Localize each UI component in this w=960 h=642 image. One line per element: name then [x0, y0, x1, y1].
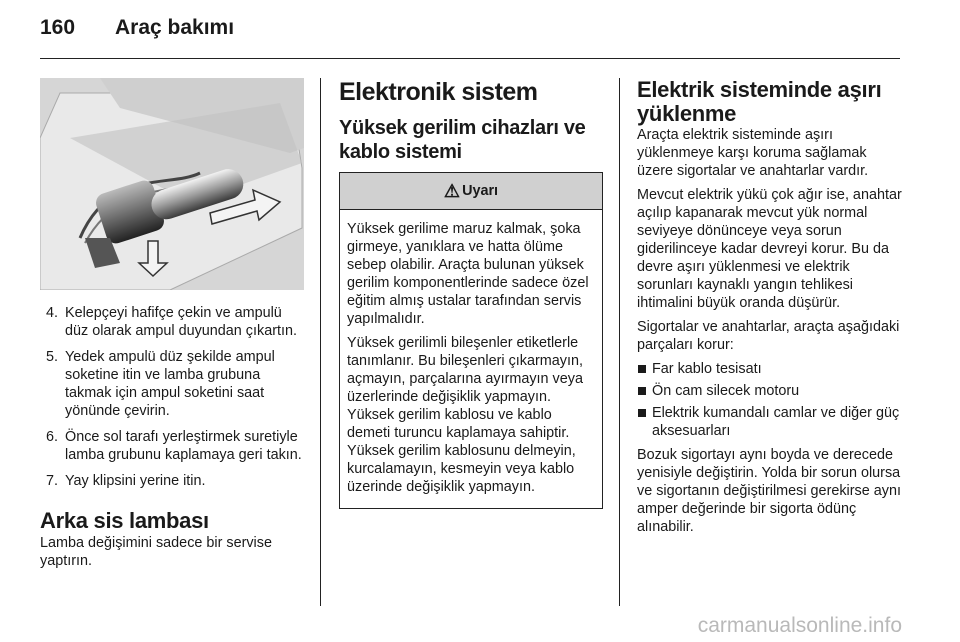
warning-triangle-icon: ⚠	[443, 180, 461, 201]
bulb-replacement-illustration	[40, 78, 304, 290]
paragraph: Araçta elektrik sisteminde aşırı yüklenmeye karşı koruma sağlamak üzere sigortalar ve anahtarlar vardır.	[637, 127, 869, 179]
watermark: carmanualsonline.info	[697, 614, 902, 637]
list-item: Elektrik kumandalı camlar ve diğer güç aksesuarları	[637, 404, 902, 440]
paragraph: Bozuk sigortayı aynı boyda ve derecede yenisiyle değiştirin. Yolda bir sorun olursa ve sigortanın değiştirilmesi gerekirse aynı amper değerinde bir sigorta ödünç alınabilir.	[637, 447, 901, 535]
header-divider	[40, 58, 900, 59]
list-item: Far kablo tesisatı	[637, 360, 902, 378]
warning-title: Uyarı	[462, 183, 499, 199]
bulb-socket-drawing	[40, 78, 304, 290]
warning-header	[340, 173, 602, 210]
list-item: Ön cam silecek motoru	[637, 382, 902, 400]
protected-parts-list	[637, 360, 902, 440]
bullet-square-icon	[638, 409, 646, 417]
paragraph: Mevcut elektrik yükü çok ağır ise, anahtar açılıp kapanarak mevcut yük normal seviyeye dönünceye veya sorun giderilinceye kadar devreyi korur. Bu da devre aşırı yüklenmesi ve elektrik sorunları kaynaklı yangın tehlikesi ihtimalini büyük oranda düşürür.	[637, 187, 902, 311]
bullet-square-icon	[638, 365, 646, 373]
warning-box	[339, 172, 603, 509]
list-item: 6. Önce sol tarafı yerleştirmek suretiyle lamba grubunu kaplamaya geri takın.	[46, 429, 302, 463]
bulb-steps-list	[40, 304, 304, 490]
section-heading-rear-fog: Arka sis lambası	[40, 508, 209, 533]
paragraph: Sigortalar ve anahtarlar, araçta aşağıdaki parçaları korur:	[637, 319, 900, 353]
list-item: 7. Yay klipsini yerine itin.	[46, 473, 206, 489]
subheading-high-voltage: Yüksek gerilim cihazları ve kablo sistemi	[339, 117, 586, 163]
bullet-square-icon	[638, 387, 646, 395]
column-left	[40, 78, 304, 576]
column-divider-2	[619, 78, 620, 606]
warning-paragraph: Yüksek gerilime maruz kalmak, şoka girmeye, yanıklara ve hatta ölüme sebep olabilir. Araçta bulunan yüksek gerilim komponentlerinde sadece özel eğitim almış ustalar tarafından servis yapılmalıdır.	[347, 221, 589, 327]
page-header-title: Araç bakımı	[115, 16, 235, 39]
list-item: 5. Yedek ampulü düz şekilde ampul soketine itin ve lamba grubuna takmak için ampul soketini saat yönünde çevirin.	[46, 349, 275, 419]
section-heading-electronic: Elektronik sistem	[339, 78, 538, 106]
warning-paragraph: Yüksek gerilimli bileşenler etiketlerle tanımlanır. Bu bileşenleri çıkarmayın, açmayın, parçalarına ayırmayın veya üzerlerinde değişiklik yapmayın. Yüksek gerilim kablosu ve kablo demeti turuncu kaplamaya sahiptir. Yüksek gerilim kablosunu delmeyin, kurcalamayın, kesmeyin veya kablo üzerinde değişiklik yapmayın.	[347, 335, 583, 495]
list-item: 4. Kelepçeyi hafifçe çekin ve ampulü düz olarak ampul duyundan çıkartın.	[46, 305, 297, 339]
column-middle	[339, 78, 603, 509]
rear-fog-paragraph: Lamba değişimini sadece bir servise yaptırın.	[40, 535, 272, 569]
page-number: 160	[40, 16, 76, 39]
column-divider-1	[320, 78, 321, 606]
section-heading-overload: Elektrik sisteminde aşırı yüklenme	[637, 77, 882, 126]
column-right	[637, 78, 902, 542]
warning-body	[340, 210, 602, 508]
